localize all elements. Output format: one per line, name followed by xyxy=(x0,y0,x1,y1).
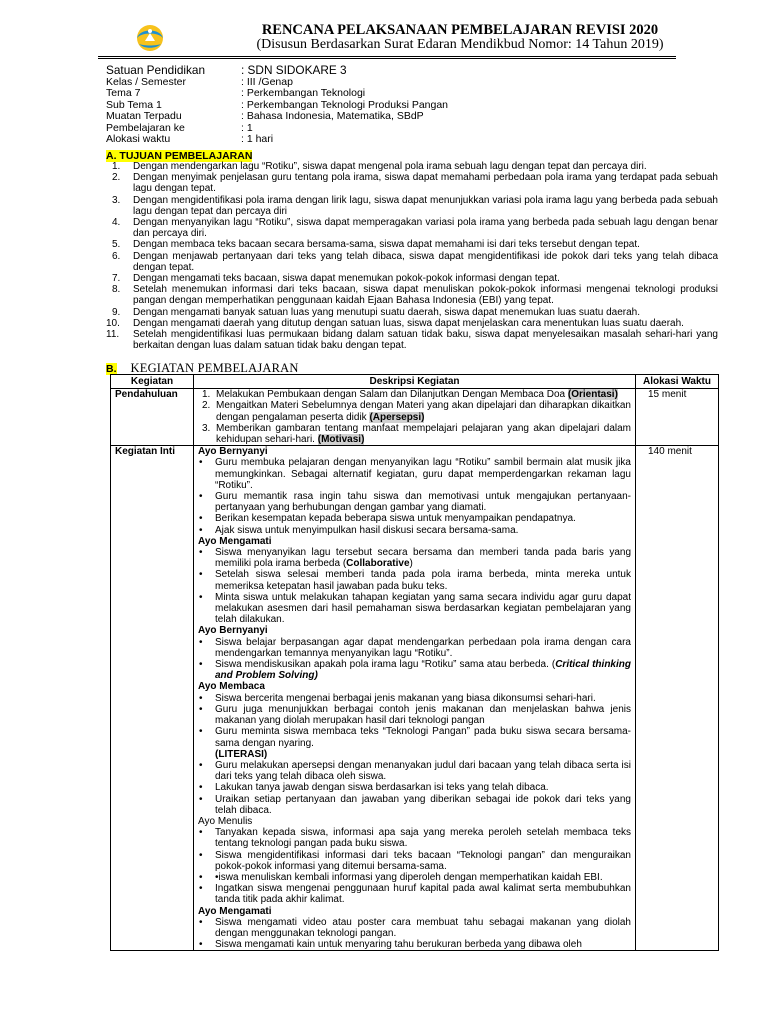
identity-value: : Bahasa Indonesia, Matematika, SBdP xyxy=(241,110,424,123)
identity-label: Satuan Pendidikan xyxy=(106,63,206,77)
list-item: 2. Dengan menyimak penjelasan guru tentang pola irama, siswa dapat memahami perbedaan pola irama yang terdapat pada sebuah lagu dengan tepat. xyxy=(112,172,718,195)
time-allocation: 140 menit xyxy=(636,446,719,951)
objective-text: Dengan mengamati teks bacaan, siswa dapat menemukan pokok-pokok informasi dengan tepat. xyxy=(133,273,560,285)
list-item: • Siswa belajar berpasangan agar dapat mendengarkan perbedaan pola irama dengan cara mendengarkan temannya menyanyikan lagu “Rotiku”. xyxy=(198,637,631,659)
column-header: Kegiatan xyxy=(111,375,194,389)
list-item: 4. Dengan menyanyikan lagu “Rotiku”, siswa dapat memperagakan variasi pola irama yang berbeda pada sebuah lagu dengan benar dan percaya diri. xyxy=(112,217,718,240)
objective-text: Dengan mendengarkan lagu “Rotiku”, siswa dapat mengenal pola irama sebuah lagu dengan tepat dan percaya diri. xyxy=(133,161,647,172)
identity-row xyxy=(106,123,706,134)
list-item: • Siswa mengidentifikasi informasi dari teks bacaan “Teknologi pangan” dan menguraikan pokok-pokok informasi yang ditemui bersama-sama. xyxy=(198,850,631,872)
objective-text: Dengan menjawab pertanyaan dari teks yang telah dibaca, siswa dapat mengidentifikasi ide pokok dari teks yang telah dibaca dengan tepat. xyxy=(133,250,718,273)
item-text: Melakukan Pembukaan dengan Salam dan Dilanjutkan Dengan Membaca Doa xyxy=(216,389,568,401)
table-row xyxy=(111,446,719,951)
item-bold: Collaborative xyxy=(346,558,410,570)
list-item: • Ajak siswa untuk menyimpulkan hasil diskusi secara bersama-sama. xyxy=(198,525,631,536)
objective-text: Setelah menemukan informasi dari teks bacaan, siswa dapat menuliskan pokok-pokok informasi mengenai teknologi produksi pangan dengan memperhatikan penggunaan kaidah Ejaan Bahasa Indonesia (EBI) yang tepat. xyxy=(133,284,718,307)
subsection-title: Ayo Mengamati xyxy=(198,535,272,547)
subsection-title: Ayo Menulis xyxy=(198,815,253,827)
list-item: • Siswa mengamati video atau poster cara membuat tahu sebagai makanan yang diolah dengan menggunakan teknologi pangan. xyxy=(198,917,631,939)
item-text: Guru meminta siswa membaca teks “Teknologi Pangan” pada buku siswa secara bersama-sama dengan nyaring. xyxy=(215,726,631,749)
subsection-title: Ayo Membaca xyxy=(198,681,265,693)
identity-value: : SDN SIDOKARE 3 xyxy=(241,63,347,77)
header-rule-top xyxy=(98,56,676,57)
list-item xyxy=(198,547,631,569)
list-item: • Tanyakan kepada siswa, informasi apa saja yang mereka peroleh setelah membaca teks tentang teknologi pangan pada buku siswa. xyxy=(198,827,631,849)
column-header: Deskripsi Kegiatan xyxy=(194,375,636,389)
item-text: Siswa mendiskusikan apakah pola irama lagu “Rotiku” sama atau berbeda. ( xyxy=(215,659,556,671)
objective-text: Dengan mengidentifikasi pola irama dengan lirik lagu, siswa dapat menunjukkan variasi pola irama lagu yang berbeda pada sebuah lagu dengan tepat dan percaya diri xyxy=(133,194,718,217)
identity-label: Alokasi waktu xyxy=(106,133,171,146)
table-header-row xyxy=(111,375,719,389)
item-bold-italic: Critical thinking and Problem Solving) xyxy=(215,659,631,682)
objective-text: Dengan membaca teks bacaan secara bersama-sama, siswa dapat memahami isi dari teks tersebut dengan tepat. xyxy=(133,239,640,251)
item-text: Memberikan gambaran tentang manfaat mempelajari pelajaran yang akan dipelajari dalam kehidupan sehari-hari. xyxy=(216,422,631,446)
stage-tag: (Apersepsi) xyxy=(369,411,425,423)
activity-label: Kegiatan Inti xyxy=(111,446,194,951)
list-item: • Siswa mengamati kain untuk menyaring tahu berukuran berbeda yang dibawa oleh xyxy=(198,939,631,950)
page-subtitle: (Disusun Berdasarkan Surat Edaran Mendikbud Nomor: 14 Tahun 2019) xyxy=(256,37,664,52)
stage-tag: (Orientasi) xyxy=(567,389,618,401)
item-text: Siswa menyanyikan lagu tersebut secara bersama dan memberi tanda pada baris yang memiliki pola irama berbeda ( xyxy=(215,547,631,570)
list-item: • Uraikan setiap pertanyaan dan jawaban yang diberikan sebagai ide pokok dari teks yang telah dibaca. xyxy=(198,794,631,816)
stage-tag: (Motivasi) xyxy=(317,434,365,446)
objective-text: Setelah mengidentifikasi luas permukaan bidang dalam satuan tidak baku, siswa dapat menyelesaikan masalah sehari-hari yang berkaitan dengan luas dalam satuan tidak baku dengan tepat. xyxy=(133,329,718,352)
identity-label: Pembelajaran ke xyxy=(106,121,185,134)
tut-wuri-handayani-logo-icon xyxy=(130,22,170,54)
identity-block xyxy=(106,64,706,145)
identity-value: : III /Genap xyxy=(241,76,293,88)
item-text: Mengaitkan Materi Sebelumnya dengan Materi yang akan dipelajari dan diharapkan dikaitkan dengan pengalaman peserta didik xyxy=(216,400,631,423)
list-item: 9. Dengan mengamati banyak satuan luas yang menutupi suatu daerah, siswa dapat menemukan luas suatu daerah. xyxy=(112,306,640,318)
identity-row xyxy=(106,111,706,122)
list-item: • Guru memantik rasa ingin tahu siswa dan memotivasi untuk mengajukan pertanyaan-pertanyaan yang berhubungan dengan gambar yang diamati. xyxy=(198,491,631,513)
subsection-title: Ayo Bernyanyi xyxy=(198,446,268,458)
objective-text: Dengan mengamati banyak satuan luas yang menutupi suatu daerah, siswa dapat menemukan luas suatu daerah. xyxy=(133,306,640,318)
list-item: 8. Setelah menemukan informasi dari teks bacaan, siswa dapat menuliskan pokok-pokok informasi mengenai teknologi produksi pangan dengan memperhatikan penggunaan kaidah Ejaan Bahasa Indonesia (EBI) yang tepat. xyxy=(112,284,718,307)
objective-text: Dengan mengamati daerah yang ditutup dengan satuan luas, siswa dapat menjelaskan cara menentukan luas suatu daerah. xyxy=(133,317,684,329)
subsection-title: Ayo Bernyanyi xyxy=(198,625,268,637)
activity-description xyxy=(194,446,636,951)
identity-value: : 1 hari xyxy=(241,133,274,146)
list-item: 3. Memberikan gambaran tentang manfaat mempelajari pelajaran yang akan dipelajari dalam kehidupan sehari-hari. (Motivasi) xyxy=(202,422,631,446)
identity-label: Tema 7 xyxy=(106,87,141,100)
list-item: • Guru melakukan apersepsi dengan menanyakan judul dari bacaan yang telah dibaca serta isi dari teks yang telah dibaca oleh siswa. xyxy=(198,760,631,782)
list-item: • Ingatkan siswa mengenai penggunaan huruf kapital pada awal kalimat serta membubuhkan tanda titik pada akhir kalimat. xyxy=(198,883,631,905)
list-item: 11. Setelah mengidentifikasi luas permukaan bidang dalam satuan tidak baku, siswa dapat menyelesaikan masalah sehari-hari yang berkaitan dengan luas dalam satuan tidak baku dengan tepat. xyxy=(106,329,718,352)
literacy-tag: (LITERASI) xyxy=(215,748,268,760)
objectives-list xyxy=(106,161,718,351)
objective-text: Dengan menyimak penjelasan guru tentang pola irama, siswa dapat memahami perbedaan pola irama yang terdapat pada sebuah lagu dengan tepat. xyxy=(133,172,718,195)
objective-text: Dengan menyanyikan lagu “Rotiku”, siswa dapat memperagakan variasi pola irama yang berbeda pada sebuah lagu dengan benar dan percaya diri. xyxy=(133,217,718,240)
section-a-heading-text: A. TUJUAN PEMBELAJARAN xyxy=(106,150,253,162)
list-item: 10. Dengan mengamati daerah yang ditutup dengan satuan luas, siswa dapat menjelaskan cara menentukan luas suatu daerah. xyxy=(106,317,684,329)
subsection-title: Ayo Mengamati xyxy=(198,905,272,917)
list-item: • Berikan kesempatan kepada beberapa siswa untuk menyampaikan pendapatnya. xyxy=(198,513,631,524)
list-item: • Guru membuka pelajaran dengan menyanyikan lagu “Rotiku” sambil bermain alat musik jika memungkinkan. Sebagai alternatif kegiatan, guru dapat memperdengarkan rekaman lagu “Rotiku”. xyxy=(198,457,631,491)
list-item xyxy=(198,659,631,681)
list-item: • Siswa bercerita mengenai berbagai jenis makanan yang biasa dikonsumsi sehari-hari. xyxy=(198,693,631,704)
list-item: 5. Dengan membaca teks bacaan secara bersama-sama, siswa dapat memahami isi dari teks tersebut dengan tepat. xyxy=(112,239,640,251)
column-header: Alokasi Waktu xyxy=(636,375,719,389)
list-item: 1. Dengan mendengarkan lagu “Rotiku”, siswa dapat mengenal pola irama sebuah lagu dengan tepat dan percaya diri. xyxy=(112,161,647,172)
list-item: • Guru juga menunjukkan berbagai contoh jenis makanan dan menjelaskan bahwa jenis makanan yang diolah merupakan hasil dari teknologi pangan xyxy=(198,704,631,726)
list-item: 1. Melakukan Pembukaan dengan Salam dan Dilanjutkan Dengan Membaca Doa (Orientasi) xyxy=(202,389,618,401)
identity-value: : Perkembangan Teknologi Produksi Pangan xyxy=(241,98,449,111)
activity-label: Pendahuluan xyxy=(111,389,194,446)
identity-row xyxy=(106,134,706,145)
activity-description xyxy=(194,389,636,446)
list-item: 7. Dengan mengamati teks bacaan, siswa dapat menemukan pokok-pokok informasi dengan tepat. xyxy=(112,273,560,285)
item-text-end: ) xyxy=(409,558,413,570)
list-item: • Minta siswa untuk melakukan tahapan kegiatan yang sama secara individu agar guru dapat melakukan asesmen dari hasil pemahaman siswa berdasarkan kegiatan pembelajaran yang telah dilakukan. xyxy=(198,592,631,626)
identity-label: Sub Tema 1 xyxy=(106,98,162,111)
section-b-heading-text: KEGIATAN PEMBELAJARAN xyxy=(130,361,299,375)
list-item: • Setelah siswa selesai memberi tanda pada pola irama berbeda, minta mereka untuk memeriksa ketepatan hasil jawaban pada buku teks. xyxy=(198,569,631,591)
list-item: 6. Dengan menjawab pertanyaan dari teks yang telah dibaca, siswa dapat mengidentifikasi ide pokok dari teks yang telah dibaca dengan tepat. xyxy=(112,250,718,273)
page-title: RENCANA PELAKSANAAN PEMBELAJARAN REVISI 2020 xyxy=(261,22,659,38)
time-allocation: 15 menit xyxy=(636,389,719,446)
identity-label: Kelas / Semester xyxy=(106,76,186,88)
section-b-letter: B. xyxy=(106,363,117,375)
identity-value: : 1 xyxy=(241,121,253,134)
header-rule-bottom xyxy=(98,58,676,59)
activities-table xyxy=(110,374,719,951)
list-item: • •iswa menuliskan kembali informasi yang diperoleh dengan memperhatikan kaidah EBI. xyxy=(198,872,631,883)
table-row xyxy=(111,389,719,446)
identity-row xyxy=(106,64,706,77)
identity-row xyxy=(106,77,706,88)
list-item: • Lakukan tanya jawab dengan siswa berdasarkan isi teks yang telah dibaca. xyxy=(198,782,631,793)
list-item xyxy=(198,726,631,760)
list-item: 2. Mengaitkan Materi Sebelumnya dengan Materi yang akan dipelajari dan diharapkan dikaitkan dengan pengalaman peserta didik (Apersepsi) xyxy=(202,400,631,423)
identity-value: : Perkembangan Teknologi xyxy=(241,87,366,100)
list-item: 3. Dengan mengidentifikasi pola irama dengan lirik lagu, siswa dapat menunjukkan variasi pola irama lagu yang berbeda pada sebuah lagu dengan tepat dan percaya diri xyxy=(112,194,718,217)
identity-label: Muatan Terpadu xyxy=(106,110,182,123)
